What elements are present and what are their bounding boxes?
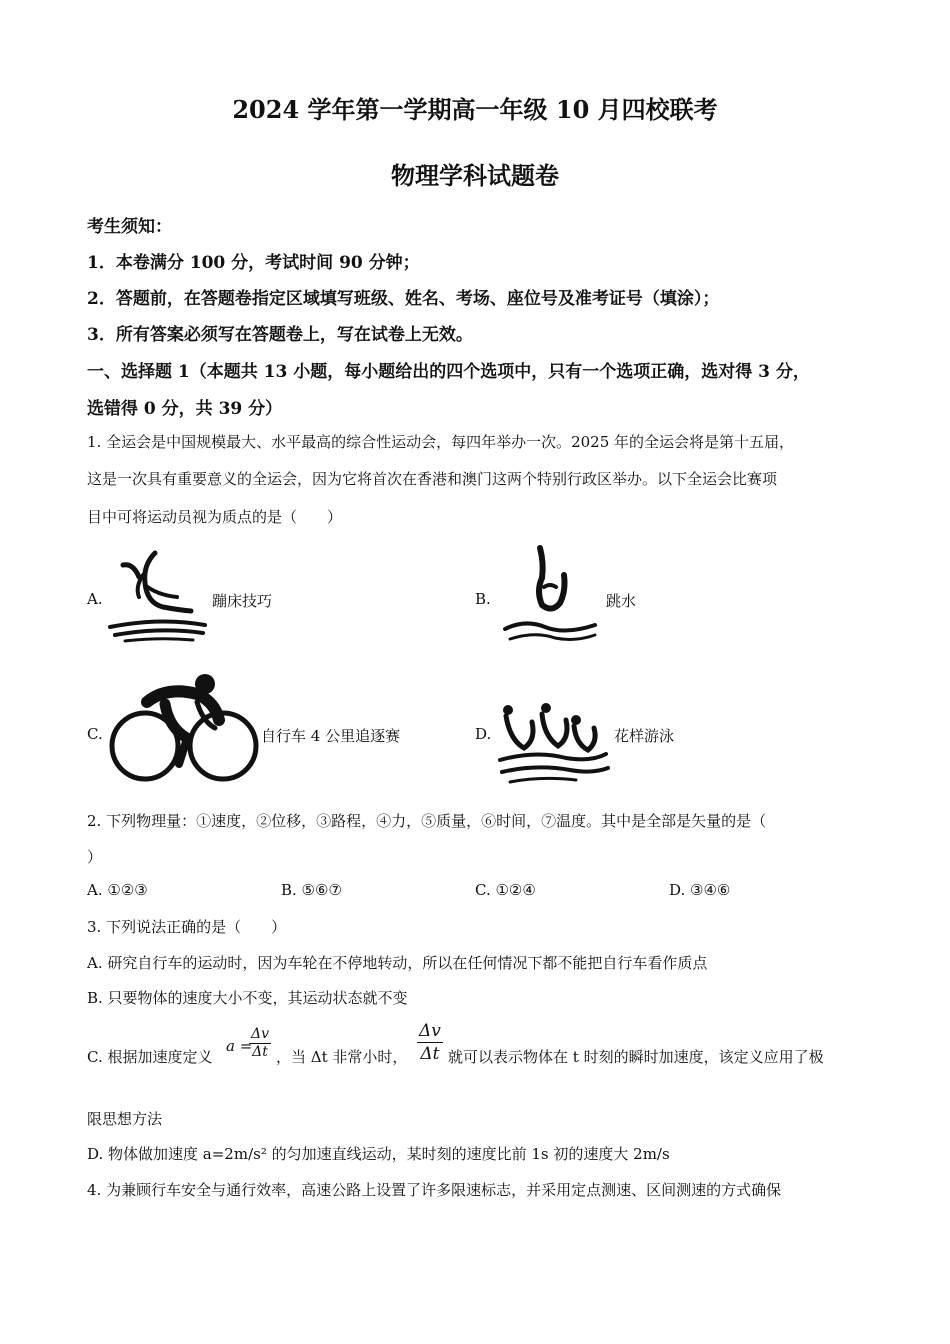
- notice-item-2: 2．答题前，在答题卷指定区域填写班级、姓名、考场、座位号及准考证号（填涂）；: [87, 289, 720, 309]
- q2-option-d: D. ③④⑥: [669, 881, 731, 899]
- q1-option-d-label: 花样游泳: [614, 727, 675, 745]
- q3-formula-lhs: a =: [226, 1037, 253, 1055]
- q3-formula-numerator: Δv: [251, 1026, 270, 1042]
- q2-stem-line1: 2. 下列物理量：①速度，②位移，③路程，④力，⑤质量，⑥时间，⑦温度。其中是全部是矢量的是（: [87, 812, 767, 830]
- q3-option-c-middle: ，当 Δt 非常小时，: [276, 1048, 408, 1066]
- q1-stem-line1: 1. 全运会是中国规模最大、水平最高的综合性运动会，每四年举办一次。2025 年的全运会将是第十五届，: [87, 433, 795, 451]
- trampoline-icon: [105, 545, 210, 645]
- q3-option-c-continuation: 限思想方法: [87, 1110, 163, 1128]
- q1-stem-line2: 这是一次具有重要意义的全运会，因为它将首次在香港和澳门这两个特别行政区举办。以下全运会比赛项: [87, 470, 778, 488]
- q3-formula-fraction: [249, 1026, 271, 1061]
- notice-item-1: 1．本卷满分 100 分，考试时间 90 分钟；: [87, 253, 420, 273]
- q1-option-b-letter: B.: [475, 590, 491, 608]
- q3-option-c-suffix: 就可以表示物体在 t 时刻的瞬时加速度，该定义应用了极: [448, 1048, 824, 1066]
- q1-option-a-label: 蹦床技巧: [212, 592, 273, 610]
- exam-title: 2024 学年第一学期高一年级 10 月四校联考: [232, 95, 718, 124]
- q3-fraction-2-denominator: Δt: [420, 1044, 440, 1064]
- q1-option-c-label: 自行车 4 公里追逐赛: [261, 727, 401, 745]
- q3-formula-denominator: Δt: [252, 1044, 268, 1060]
- q1-stem-line3: 目中可将运动员视为质点的是（ ）: [87, 508, 343, 526]
- synchronized-swimming-icon: [496, 700, 611, 786]
- q2-option-b: B. ⑤⑥⑦: [281, 881, 342, 899]
- q1-option-b-label: 跳水: [606, 592, 637, 610]
- notice-item-3: 3．所有答案必须写在答题卷上，写在试卷上无效。: [87, 325, 473, 345]
- q3-option-a: A. 研究自行车的运动时，因为车轮在不停地转动，所以在任何情况下都不能把自行车看作质点: [87, 954, 708, 972]
- q1-option-c-letter: C.: [87, 725, 103, 743]
- q1-option-d-letter: D.: [475, 725, 492, 743]
- q3-option-c-prefix: C. 根据加速度定义: [87, 1048, 213, 1066]
- q3-option-b: B. 只要物体的速度大小不变，其运动状态就不变: [87, 989, 408, 1007]
- section-heading-line1: 一、选择题 1（本题共 13 小题，每小题给出的四个选项中，只有一个选项正确，选对得 3 分，: [87, 362, 810, 382]
- q2-option-a: A. ①②③: [87, 881, 148, 899]
- notice-heading: 考生须知：: [87, 217, 172, 237]
- q3-stem: 3. 下列说法正确的是（ ）: [87, 918, 287, 936]
- diving-icon: [500, 543, 600, 643]
- section-heading-line2: 选错得 0 分，共 39 分）: [87, 399, 283, 419]
- q4-stem-line1: 4. 为兼顾行车安全与通行效率，高速公路上设置了许多限速标志，并采用定点测速、区间测速的方式确保: [87, 1181, 782, 1199]
- q1-option-a-letter: A.: [87, 590, 103, 608]
- exam-subtitle: 物理学科试题卷: [391, 161, 559, 190]
- q2-option-c: C. ①②④: [475, 881, 536, 899]
- cycling-icon: [107, 672, 259, 784]
- q3-fraction-2: [417, 1020, 443, 1065]
- q3-option-d: D. 物体做加速度 a=2m/s² 的匀加速直线运动，某时刻的速度比前 1s 初的速度大 2m/s: [87, 1145, 670, 1163]
- q3-fraction-2-numerator: Δv: [419, 1021, 441, 1041]
- q2-stem-line2: ）: [87, 848, 103, 866]
